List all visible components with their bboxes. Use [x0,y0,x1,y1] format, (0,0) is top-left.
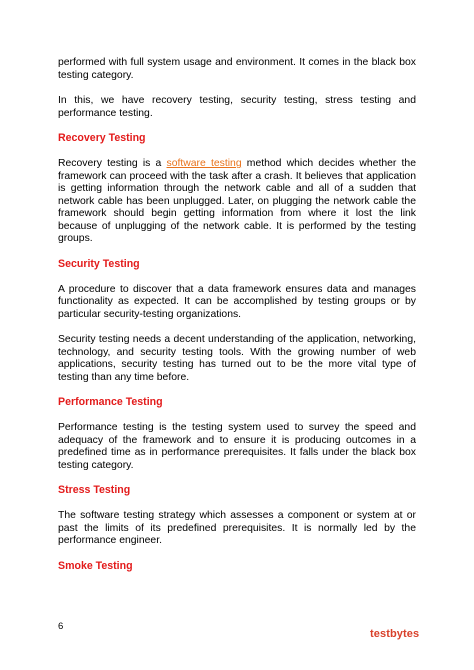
performance-paragraph: Performance testing is the testing system used to survey the speed and adequacy of the framework and to ensure it is producing outcomes in a predefined time as in performance prerequisites. It falls under the black box testing category. [58,422,416,471]
performance-testing-heading: Performance Testing [58,396,163,408]
page-number: 6 [58,621,64,632]
smoke-testing-heading: Smoke Testing [58,559,133,572]
intro-paragraph-2: In this, we have recovery testing, security testing, stress testing and performance testing. [58,95,416,119]
brand-logo: testbytes [370,628,420,640]
recovery-testing-paragraph [58,158,416,246]
security-testing-heading: Security Testing [58,257,140,270]
page-content [58,57,416,573]
recovery-text-end: method which decides whether the framework can proceed with the task after a crash. It believes that application is getting information through the network cable and all of a sudden that network cable has been unplugged. Later, on plugging the network cable the framework should begin getting information from where it lost the link because of unplugging of the network cable. It is performed by the testing groups. [58,158,416,244]
recovery-text-start: Recovery testing is a [58,158,167,169]
stress-testing-heading: Stress Testing [58,484,131,496]
security-paragraph-1: A procedure to discover that a data framework ensures data and manages functionality as expected. It can be accomplished by testing groups or by particular security-testing organizations. [58,283,416,320]
stress-paragraph: The software testing strategy which assesses a component or system at or past the limits of its predefined prerequisites. It is normally led by the performance engineer. [58,510,416,546]
security-paragraph-2: Security testing needs a decent understanding of the application, networking, technology, and security testing tools. With the growing number of web applications, security testing has turned out to be the more vital type of testing than any time before. [58,334,416,383]
software-testing-link[interactable]: software testing [166,158,242,169]
recovery-testing-heading: Recovery Testing [58,132,146,144]
intro-paragraph-1: performed with full system usage and environment. It comes in the black box testing category. [58,57,416,81]
